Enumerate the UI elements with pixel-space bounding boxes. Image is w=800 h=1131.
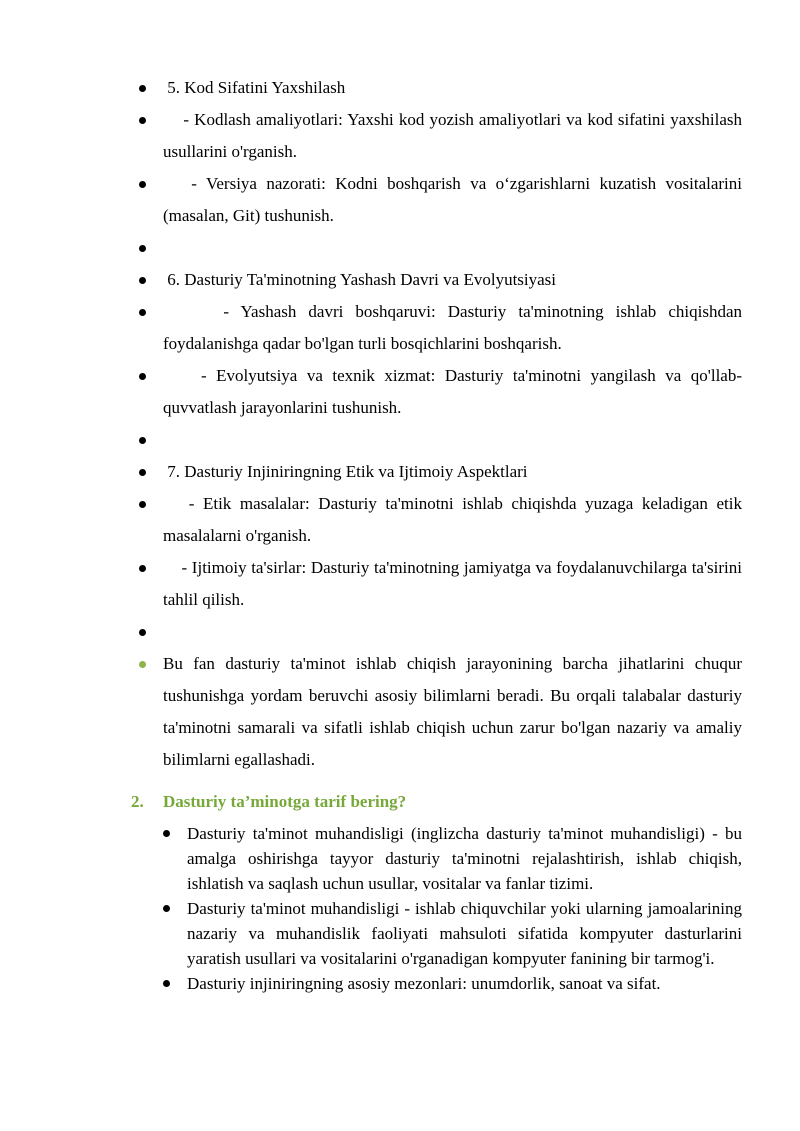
list-item	[0, 648, 747, 776]
bullet-icon	[139, 501, 146, 508]
list-item	[0, 168, 747, 232]
list-item-text: - Versiya nazorati: Kodni boshqarish va o‘zgarishlarni kuzatish vositalarini (masalan, Git) tushunish.	[163, 174, 747, 225]
bullet-icon	[139, 373, 146, 380]
bullet-icon	[139, 661, 146, 668]
list-item	[0, 232, 742, 264]
list-item-text: 5. Kod Sifatini Yaxshilash	[163, 78, 346, 97]
list-item	[0, 360, 742, 424]
list-item-text: - Yashash davri boshqaruvi: Dasturiy ta'minotning ishlab chiqishdan foydalanishga qadar bo'lgan turli bosqichlarini boshqarish.	[163, 302, 747, 353]
list-item	[0, 552, 747, 616]
list-item-text: - Kodlash amaliyotlari: Yaxshi kod yozish amaliyotlari va kod sifatini yaxshilash usullarini o'rganish.	[163, 110, 747, 161]
bullet-icon	[139, 245, 146, 252]
list-item-text: 7. Dasturiy Injiniringning Etik va Ijtimoiy Aspektlari	[163, 462, 528, 481]
list-item-text: - Etik masalalar: Dasturiy ta'minotni ishlab chiqishda yuzaga keladigan etik masalalarni o'rganish.	[163, 494, 747, 545]
list-item	[0, 971, 742, 996]
bullet-icon	[139, 181, 146, 188]
bullet-icon	[139, 85, 146, 92]
list-item-text: - Evolyutsiya va texnik xizmat: Dasturiy ta'minotni yangilash va qo'llab-quvvatlash jarayonlarini tushunish.	[163, 366, 742, 417]
bullet-icon	[139, 277, 146, 284]
list-item	[0, 296, 747, 360]
list-item-text: 6. Dasturiy Ta'minotning Yashash Davri va Evolyutsiyasi	[163, 270, 557, 289]
bullet-list-topics	[0, 72, 800, 776]
list-item	[0, 488, 747, 552]
bullet-icon	[139, 437, 146, 444]
list-item-text: Dasturiy injiniringning asosiy mezonlari: unumdorlik, sanoat va sifat.	[187, 974, 661, 993]
bullet-icon	[163, 830, 170, 837]
list-item	[0, 264, 742, 296]
bullet-icon	[139, 629, 146, 636]
section-title: Dasturiy ta’minotga tarif bering?	[163, 792, 407, 811]
list-item	[0, 896, 742, 971]
bullet-icon	[163, 980, 170, 987]
list-item	[0, 104, 747, 168]
section-heading	[131, 788, 406, 816]
bullet-icon	[139, 565, 146, 572]
list-item-text: Bu fan dasturiy ta'minot ishlab chiqish jarayonining barcha jihatlarini chuqur tushunishga yordam beruvchi asosiy bilimlarni beradi. Bu orqali talabalar dasturiy ta'minotni samarali va sifatli ishlab chiqish uchun zarur bo'lgan nazariy va amaliy bilimlarni egallashadi.	[163, 654, 747, 769]
section-number: 2.	[131, 792, 144, 811]
bullet-icon	[163, 905, 170, 912]
list-item	[0, 821, 742, 896]
bullet-list-definitions	[0, 821, 800, 996]
bullet-icon	[139, 309, 146, 316]
list-item	[0, 616, 742, 648]
list-item-text: - Ijtimoiy ta'sirlar: Dasturiy ta'minotning jamiyatga va foydalanuvchilarga ta'sirini tahlil qilish.	[163, 558, 747, 609]
list-item	[0, 72, 742, 104]
list-item-text: Dasturiy ta'minot muhandisligi (inglizcha dasturiy ta'minot muhandisligi) - bu amalga oshirishga tayyor dasturiy ta'minotni rejalashtirish, ishlab chiqish, ishlatish va saqlash uchun usullar, vositalar va fanlar tizimi.	[187, 824, 742, 893]
list-item	[0, 456, 742, 488]
bullet-icon	[139, 469, 146, 476]
list-item-text: Dasturiy ta'minot muhandisligi - ishlab chiquvchilar yoki ularning jamoalarining nazariy va muhandislik faoliyati mahsuloti sifatida kompyuter dasturlarini yaratish usullari va vositalarini o'rganadigan kompyuter fanining bir tarmog'i.	[187, 899, 742, 968]
list-item	[0, 424, 742, 456]
bullet-icon	[139, 117, 146, 124]
